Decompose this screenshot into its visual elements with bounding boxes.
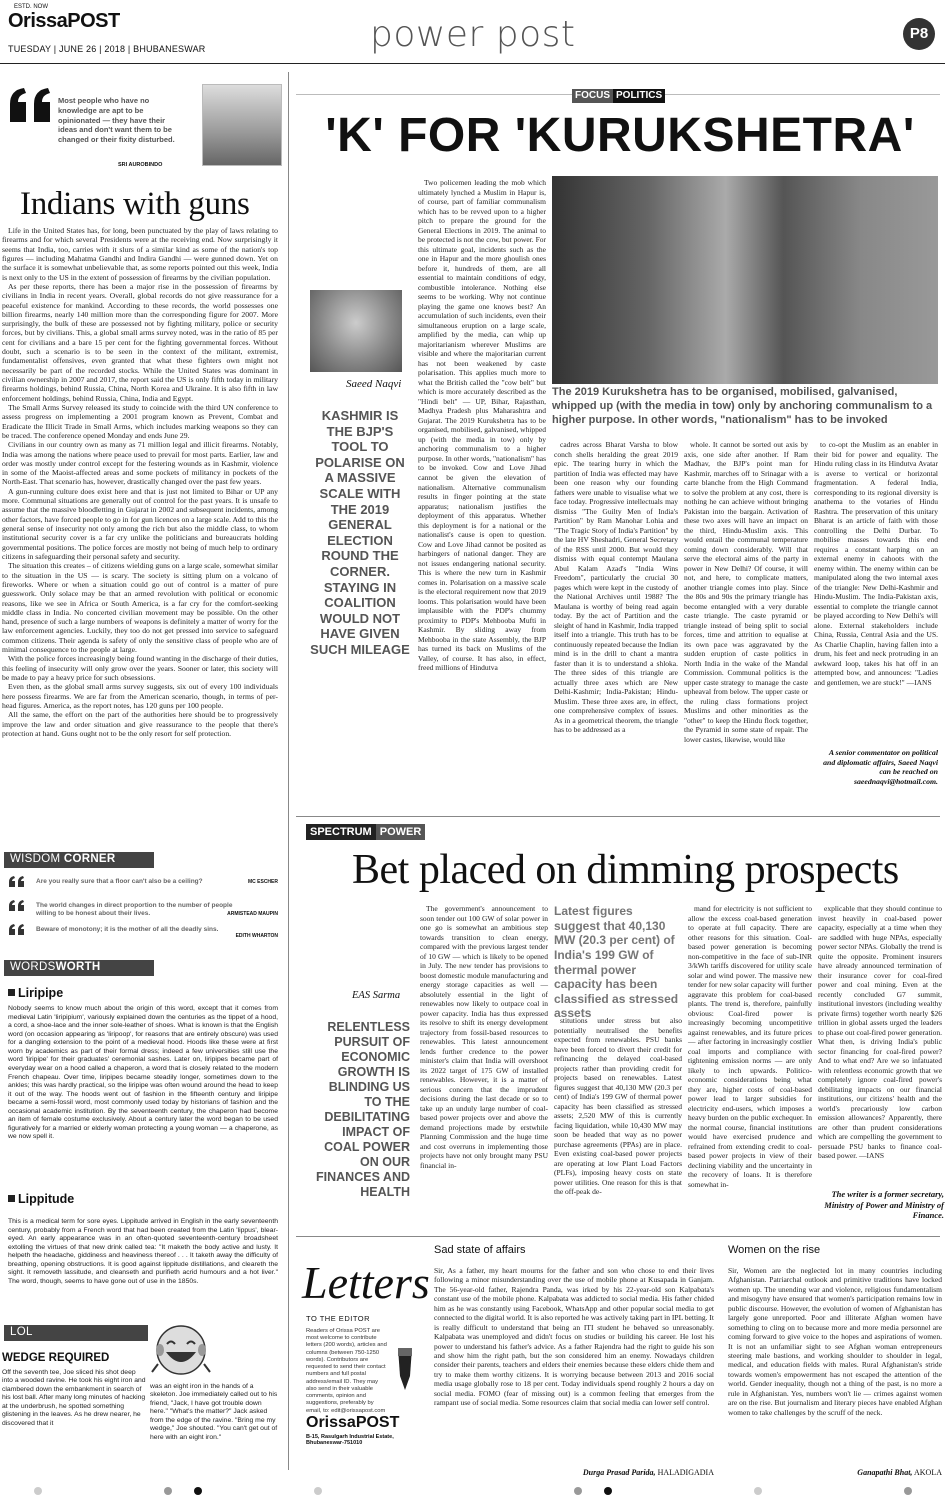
wisdom-text: The world changes in direct proportion to the number of people willing to be honest about their lives. xyxy=(36,902,233,917)
editorial-paragraph: A gun-running culture does exist here and that is just not limited to Bihar or UP any more. Communal situations are generally out of control for the past years. It is unsafe to assume that the massive bloodletting in Gujarat in 2002 and subsequent incidents, among other factors, have forced people to go in for gun licences on a large scale. Add to this the general sense of insecurity not only among the rich but also the middle class, to whom institutional security cover is a far cry unlike the politicians and bureaucrats holding governmental positions. The police forces are mostly not being of much help to ordinary citizens in safeguarding their personal safety and security. xyxy=(2,486,278,561)
quote-mark-icon xyxy=(8,876,28,888)
article-text: stitutions under stress but also potentially neutralised the benefits expected from renewables. PSU banks have been forced to divert their credit for refinancing the delayed coal-based projects rather than providing credit for projects based on renewables. Latest figures suggest that 40,130 MW (20.3 per cent) of India's 199 GW of thermal power capacity has been classified as stressed assets; 2,520 MW of this is currently facing liquidation, while 10,430 MW may soon be headed that way as no power purchase agreements (PPAs) are in place. Even existing coal-based power projects are operating at low Plant Load Factors (PLFs), imposing heavy costs on state power utilities. One reason for this is that the off-peak de- xyxy=(554,1016,682,1197)
article-column xyxy=(818,904,942,1161)
writer-note: The writer is a former secretary, Ministry of Power and Ministry of Finance. xyxy=(824,1189,944,1221)
editorial-paragraph: The situation this creates – of citizens wielding guns on a large scale, somewhat similar to the situation in the US — is scary. The society is sitting plum on a volcano of fireworks. Where or when a situation could go out of control is a matter of pure guesswork. Only solace may be that an armed revolution with political or economic reasons, like we see in Africa or South America, is a far cry for the comfort-seeking middle class in India. No concerted civilian movement may be possible. On the other hand, presence of such a large numbers of weapons is definitely a matter of worry for the law enforcement agencies. Luckily, they too do not get pressed into service to safeguard common citizens. Their agenda is safety of only the sensitive class of people who are of minimal consequence to the people at large. xyxy=(2,561,278,655)
newspaper-logo[interactable] xyxy=(8,4,120,33)
wisdom-list xyxy=(8,876,278,948)
page-number-badge: P8 xyxy=(903,18,935,50)
article-text: The government's announcement to soon tender out 100 GW of solar power in one go is somewhat an ambitious step towards transition to clean energy, compared with the previous largest tender of 10 GW — which is likely to be opened in July. The new tender has provisions to boost domestic module manufacturing and energy storage capacities as well — absolutely essential in the light of renewables now likely to outpace coal in power capacity. India has thus expressed its resolve to shift its energy development trajectory from fossil-based resources to renewables. This latest announcement lends further credence to the power minister's claim that India will overshoot its 2022 target of 175 GW of installed renewables. However, it is a matter of serious concern that the imprudent decisions during the last decade or so to take up an unduly large number of coal-based power projects over and above the demand projections made by erstwhile Planning Commission and the huge time and cost overruns in implementing those projects have not only brought many PSU financial in- xyxy=(420,904,548,1170)
section-title: power post xyxy=(370,14,576,55)
spectrum-power-tag xyxy=(306,824,425,840)
quote-mark-icon xyxy=(8,924,28,936)
quote-box xyxy=(8,84,280,172)
word-heading: Lippitude xyxy=(8,1192,74,1206)
spectrum-headline: Bet placed on dimming prospects xyxy=(352,847,899,893)
politicians-photo xyxy=(552,176,938,384)
tag-focus: FOCUS xyxy=(572,89,613,103)
wisdom-text: Beware of monotony; it is the mother of all the deadly sins. xyxy=(36,926,219,933)
article-column xyxy=(420,904,548,1170)
tag-power: POWER xyxy=(376,824,426,840)
wisdom-item xyxy=(8,876,278,900)
editorial-body xyxy=(2,226,278,738)
author-photo xyxy=(310,290,402,372)
article-column xyxy=(554,1016,682,1197)
article-column xyxy=(814,440,938,687)
tag-spectrum: SPECTRUM xyxy=(306,824,376,840)
wisdom-text: Are you really sure that a floor can't also be a ceiling? xyxy=(36,878,203,885)
letters-subtitle: TO THE EDITOR xyxy=(306,1314,371,1323)
editorial-paragraph: As per these reports, there has been a major rise in the possession of firearms by civilians in India in recent years. Overall, global records do not give reassurance for a peaceful existence for mankind. According to these records, the world possesses one billion firearms, nearly 140 million more than the corresponding figure for 2007. More surprisingly, the bulk of these are possessed not by fighting military, police or security forces, but by civilians. This, a global small arms survey noted, was in the ratio of 85 per cent for civilians and a bare 15 per cent for the fighting governmental forces. Without doubt, such a scenario is to be seen in the context of the militant, extremist, fundamentalist offensives, even granted that what these fighters own might not necessarily be part of the recorded stocks. While the United States was dominant in civilian ownership in 2007 and 2017, the report said the US is only fifth today in military firearms holdings, behind Russia, China, North Korea and Ukraine. It is also fifth in law enforcement holdings, behind Russia, China, India and Egypt. xyxy=(2,281,278,403)
letter-author: Ganapathi Bhat, xyxy=(857,1468,913,1477)
article-text: mand for electricity is not sufficient to allow the excess coal-based generation to operate at full capacity. There are other reasons for this situation. Coal-based power generation is becoming non-competitive in the face of sub-INR 3/kWh tariffs discovered for utility scale solar and wind power. The massive new tender for new solar capacity will further aggravate this problem for coal-based plants. The trend is, therefore, painfully obvious: Coal-fired power is increasingly becoming uncompetitive against renewables, and its future prices — after factoring in increasingly costlier coal imports and compliance with tightening emission norms — are only likely to inch upwards. Politico-economic considerations being what they are, higher costs of coal-based power lead to larger subsidies for electricity end-users, which imposes a heavy burden on the public exchequer. In the normal course, financial institutions would have exercised prudence and refrained from extending credit to coal-based power projects in view of their declining viability and the uncertainty in the recovery of loans. It is therefore somewhat in- xyxy=(688,904,812,1189)
wisdom-item xyxy=(8,924,278,948)
article-text: whole. It cannot be sorted out axis by axis, one side after another. If Ram Madhav, the BJP's point man for Kashmir, marches off to Srinagar with a carte blanche from the High Command to solve the problem at any cost, there is nothing he can achieve without bringing Pakistan into the bargain. Activation of these two axes will have an impact on the third, Hindu-Muslim axis. This would entail the communal temperature coming down considerably. Will that serve the electoral aims of the party in power in New Delhi? Of course, it will not, and here, to complicate matters, another triangle comes into play. Since the 80s and 90s the primary triangle has become entangled with a very durable caste triangle. The caste pyramid or triangle instead of being split to social forces, time and attrition to equalise at its own pace was aggravated by the sudden eruption of caste politics in North India in the wake of the Mandal Commission. Communal politics is the upper caste strategy to manage the caste upheaval from below. The upper caste or the ruling class formations project Muslims and other minorities as the "other" to keep the Hindu flock together, the Pyramid in some state of repair. The lower castes, likewise, would like xyxy=(684,440,808,744)
tag-politics: POLITICS xyxy=(613,89,665,103)
letter-title: Sad state of affairs xyxy=(434,1244,526,1256)
main-headline: 'K' FOR 'KURUKSHETRA' xyxy=(325,109,915,162)
letter-body: Sir, As a father, my heart mourns for the father and son who chose to end their lives following a minor misunderstanding over the use of mobile phone at Kusapada in Ganjam. The 56-year-old father, Rajendra Panda, was irked by his 22-year-old son Kalpabata's constant use of the mobile phone. Kalpabata was addicted to social media. His father chided him as he was constantly using Facebook, WhatsApp and other popular social media to get connected to the digital world. It is also reported he was actively taking part in IPL betting. It is really difficult to understand that being an ITI student he behaved so unreasonably. Kalpabata was unemployed and didn't focus on studies or building his career. He lost his power to understand his father's advice. As a father Rajendra had the right to guide his son and show him the right path, but the son considered him an enemy. Nowadays children consider their parents, teachers and elders their enemies because these elders chide them and try to make them worthy citizens. It is worrying because between 2013 and 2016 social media usage globally rose to 18 per cent. Today individuals spend roughly 2 hours a day on social media. FOMO (fear of missing out) is a common feeling that emerges from the rampant use of social media. Some resources claim that social media can lower self control. xyxy=(434,1266,714,1408)
quote-author: SRI AUROBINDO xyxy=(118,162,163,168)
photo-caption: The 2019 Kurukshetra has to be organised, mobilised, galvanised, whipped up (with the media in tow) only by anchoring communalism to a higher purpose. In other words, "nationalism" has to be invoked xyxy=(552,386,933,426)
lol-joke-text-continued: was an eight iron in the hands of a skeleton. Joe immediately called out to his friend, "Jack, I have got trouble down here." "What's the matter?" Jack asked from the edge of the ravine. "Bring me my wedge," Joe shouted. "You can't get out of here with an eight iron." xyxy=(150,1383,278,1441)
quote-mark-icon xyxy=(8,900,28,912)
word-definition: This is a medical term for sore eyes. Lippitude arrived in English in the early seventeenth century, probably from a French word that had been created from the Latin 'lippus', blear-eyed. An early appearance was in an often-quoted seventeenth-century broadsheet extolling the virtues of that new drink called tea: "It maketh the body active and lusty. It helpeth the headache, giddiness and heaviness thereof . . . It taketh away the difficulty of breathing, opening obstructions. It is good against lippitude distillations, and cleareth the sight. It removeth lassitude, and cleanseth and purifieth acrid humours and a hot liver." The word, though, seems to have gone out of use in the 1850s. xyxy=(8,1218,278,1285)
lol-joke-text: Off the seventh tee, Joe sliced his shot deep into a wooded ravine. He took his eight iron and clambered down the embankment in search of his lost ball. After many long minutes of hacking at the underbrush, he spotted something glistening in the leaves. As he drew nearer, he discovered that it xyxy=(2,1369,146,1427)
pull-quote: RELENTLESS PURSUIT OF ECONOMIC GROWTH IS BLINDING US TO THE DEBILITATING IMPACT OF COAL POWER ON OUR FINANCES AND HEALTH xyxy=(316,1020,410,1199)
letter-place: AKOLA xyxy=(914,1468,942,1477)
mid-pull-quote: Latest figures suggest that 40,130 MW (20.3 per cent) of India's 199 GW of thermal power capacity has been classified as stressed assets xyxy=(554,904,679,1021)
newspaper-logo-small: OrissaPOST xyxy=(306,1414,400,1431)
wisdom-author: MC ESCHER xyxy=(247,879,278,885)
article-column xyxy=(684,440,808,745)
letter-place: HALADIGADIA xyxy=(657,1468,714,1477)
logo-tag: ESTD. NOW xyxy=(14,4,48,10)
byline: Saeed Naqvi xyxy=(346,378,402,390)
lol-subtitle: WEDGE REQUIRED xyxy=(2,1352,110,1364)
wordsworth-title-a: WORDS xyxy=(10,961,56,973)
lol-header: LOL xyxy=(4,1325,148,1341)
wisdom-item xyxy=(8,900,278,924)
author-note: A senior commentator on political and diplomatic affairs, Saeed Naqvi can be reached on saeednaqvi@hotmail.com. xyxy=(823,748,938,787)
word-heading: Liripipe xyxy=(8,986,63,1000)
laughing-emoji-icon xyxy=(148,1320,214,1380)
logo-text: OrissaPOST xyxy=(8,10,120,32)
pull-quote: KASHMIR IS THE BJP'S TOOL TO POLARISE ON A MASSIVE SCALE WITH THE 2019 GENERAL ELECTION ROUND THE CORNER. STAYING IN COALITION WOULD NOT HAVE GIVEN SUCH MILEAGE xyxy=(310,408,410,657)
print-registration-marks xyxy=(0,1486,945,1496)
pen-icon xyxy=(392,1346,418,1392)
editorial-paragraph: Even then, as the global small arms survey suggests, six out of every 100 individuals here possess firearms. We are far from the American scenario, though, in terms of per-head figures. America, as the report notes, has 120 guns per 100 people. xyxy=(2,682,278,710)
wordsworth-header xyxy=(4,960,154,976)
wisdom-author: ARMISTEAD MAUPIN xyxy=(227,911,278,917)
quote-mark-icon xyxy=(8,86,54,124)
letter-title: Women on the rise xyxy=(728,1244,821,1256)
article-text: explicable that they should continue to invest heavily in coal-based power capacity, especially at a time when they are saddled with huge NPAs, especially power sector NPAs. Globally the trend is quite the opposite. Prominent insurers have already announced termination of their insurance cover for coal-fired power and coal mining. Even at the recently concluded G7 summit, institutional investors (including wealthy private firms) together worth nearly $26 trillion in global assets urged the leaders to phase out coal-fired power generation. What then, is driving India's public sector financing for coal-fired power? And to what end? Are we so infatuated with relentless economic growth that we completely ignore coal-fired power's debilitating impacts on our financial institutions, our citizens' health and the world's precariously low carbon emission allowances? Apparently, there are other than prudent considerations which are compelling the government to persuade PSU banks to finance coal-based power. —IANS xyxy=(818,904,942,1161)
editorial-title: Indians with guns xyxy=(20,186,250,222)
wisdom-title-a: WISDOM xyxy=(10,853,61,865)
wordsworth-title-b: WORTH xyxy=(55,961,101,973)
letter-body: Sir, Women are the neglected lot in many countries including Afghanistan. Patriarchal outlook and primitive traditions have locked women up. The unending war and violence, religious fundamentalism and misogyny have ensured that women's participation remains low in public discourse. However, the evolution of women of Afghanistan has largely gone unreported. Poor and illiterate Afghan women have something to cling on to because more and more media personnel are coming forward to give voice to the hopes and aspirations of women. It is not an unfamiliar sight to see Afghan woman entrepreneurs steering male bastions, and working shoulder to shoulder in legal, medical, and education fields with males. Rural Afghanistan's stride towards women's empowerment has not escaped the attention of the world. Gender inequality, though not a thing of the past, is no more a rule in Afghanistan. Yes, numbers won't lie — crimes against women are on the rise. But journalism and literary pieces have enabled Afghan women to take challenges by the scruff of the neck. xyxy=(728,1266,942,1417)
article-column xyxy=(418,178,546,673)
editorial-paragraph: Life in the United States has, for long, been punctuated by the play of laws relating to firearms and for which several Presidents were at the receiving end. Now surprisingly it seems that India, too, carries with it slurs of a similar kind as some of the nation's top figures — including Mahatma Gandhi and Indira Gandhi — were gunned down. Yet on the surface it is somewhat unbelievable that, as some reports pointed out this week, India is next only to the US in the extent of possession of firearms by the civilian population. xyxy=(2,226,278,282)
author-portrait-photo xyxy=(202,84,282,166)
letters-logo: Letters xyxy=(302,1257,430,1308)
wisdom-title-b: CORNER xyxy=(63,853,116,865)
word-definition: Nobody seems to know much about the origin of this word, except that it comes from medieval Latin 'liripipium', variously explained down the centuries as the tippet of a hood, a cord, a shoe-lace and the inner sole-leather of shoes. What is known is that the English word (on occasion appearing as 'liripoop', for reasons that are entirely obscure) was used for a dangling extension to the point of a medieval hood. Hoods like these were at first worn by academics as part of their formal dress; indeed a few universities still use the word 'liripipe' for their graduates' ceremonial sashes. Later on, liripipes became part of everyday wear on a hood called a chaperon, a word that is closely related to the modern French chapeau. Over time, liripipes became steadily longer, sometimes down to the ankles; this was hardly practical, so the liripipe was often wound around the head to keep it out of the way. The hoods went out of fashion in the fifteenth century and liripipe became a semi-fossil word, most commonly used today by historians of fashion and the occasional academic institution. By the seventeenth century, the chaperon had become an item of female costume exclusively. About a century later the word began to be used figuratively for a married or elderly woman protecting a young woman — a chaperone, as we now spell it. xyxy=(8,1005,278,1141)
letters-address: B-15, Rasulgarh Industrial Estate, Bhubaneswar-751010 xyxy=(306,1434,394,1446)
article-text: cadres across Bharat Varsha to blow conch shells heralding the great 2019 epic. The tearing hurry in which the partition of India was effected may have been one reason why our founding fathers were unable to visualise what we face today. Progressive intellectuals may dismiss "The Guilty Men of India's Partition" by Ram Manohar Lohia and "The Tragic Story of India's Partition" by the late HV Sheshadri, General Secretary of the RSS until 2000. But would they dismiss with equal contempt Maulana Abul Kalam Azad's "India Wins Freedom", particularly the crucial 30 pages which were kept in the custody of the National Archives until 1988? The Maulana is worthy of being read again today. By the act of Partition and the sleight of hand in Kashmir, India trapped itself into a triangle. This truth has to be continuously repeated because the Indian mind is in the drill to chant a mantra faster than it is to understand a shloka. The three sides of this triangle are actually three axes which are New Delhi-Kashmir; India-Pakistan; Hindu-Muslim. These three axes are, in effect, one comprehensive complex of issues. As in a geometrical theorem, the triangle has to be addressed as a xyxy=(554,440,678,735)
focus-politics-tag xyxy=(572,89,665,103)
editorial-paragraph: Civilians in our country own as many as 71 million legal and illicit firearms. Notably, India was among the nations where peace used to prevail for most parts. Earlier, law and order was mostly under control except for the festering wounds as in Kashmir, violence in some of the Maoist-affected areas and some pockets of militancy in pockets of the North-East. That scenario has, however, drastically changed over the past few years. xyxy=(2,440,278,487)
article-column xyxy=(554,440,678,735)
letter-author: Durga Prasad Parida, xyxy=(582,1468,656,1477)
section-rule xyxy=(296,816,940,817)
letters-rule xyxy=(296,1236,940,1237)
column-rule xyxy=(288,72,289,1470)
article-text: to co-opt the Muslim as an enabler in their bid for power and equality. The Hindu ruling class in its Hindutva Avatar is averse to vertical or horizontal fragmentation. A federal India, corresponding to its regional diversity is anathema to the votaries of Hindu Rashtra. The preservation of this unitary Bharat is an article of faith with those controlling the Delhi Durbar. To mobilise masses towards this end requires a constant harping on an external enemy in cahoots with the enemy within. The enemy within can be manipulated along the two internal axes of the triangle: New Delhi-Kashmir and Hindu-Muslim. The India-Pakistan axis, essential to complete the triangle cannot be played according to New Delhi's will alone. External stakeholders include China, Russia, Central Asia and the US. As Charlie Chaplin, having fallen into a drum, his feet and neck protruding in an awkward loop, takes his hat off in an attempted bow, and announces: "Ladies and gentlemen, we are stuck!" —IANS xyxy=(814,440,938,687)
byline: EAS Sarma xyxy=(352,990,401,1001)
editorial-paragraph: The Small Arms Survey released its study to coincide with the third UN conference to assess progress on implementing a 2001 program known as Prevent, Combat and Eradicate the Illicit Trade in Small Arms, which includes marking weapons so they can be traced. The conference opened Monday and ends June 29. xyxy=(2,402,278,440)
wisdom-author: EDITH WHARTON xyxy=(235,933,278,939)
letter-signature xyxy=(728,1468,942,1477)
editorial-paragraph: With the police forces increasingly being found wanting in the discharge of their duties, this feeling of insecurity will only grow over the years. Sooner or later, this society will be made to pay a heavy price for such obsessions. xyxy=(2,654,278,682)
letters-contribution-info: Readers of Orissa POST are most welcome to contribute letters (200 words), articles and columns (between 750-1250 words). Contributors are requested to send their contact numbers and full postal address/email ID. They may also send in their valuable comments, opinion and suggestions, preferably by email, to: edit@orissapost.com xyxy=(306,1328,387,1414)
article-column xyxy=(688,904,812,1189)
dateline: TUESDAY | JUNE 26 | 2018 | BHUBANESWAR xyxy=(8,44,206,54)
letter-signature xyxy=(434,1468,714,1477)
masthead xyxy=(0,0,945,64)
article-text: Two policemen leading the mob which ultimately lynched a Muslim in Hapur is, of course, part of familiar communalism which has to be revved upon to a higher pitch to prepare the ground for the General Elections in 2019. The animal to be protected is not the cow, but power. For this ultimate goal, incidents such as the one in Hapur and the more ghoulish ones before it, hundreds of them, are all essential to maintain conditions of edgy, combustible intolerance. Nothing else seems to be working. Why not continue playing the game one knows best? An accumulation of such incidents, even their simultaneous eruption on a large scale, amplified by the media, can whip up majoritarianism wherever Muslims are visible and where the majoritarian current has not been weakened by caste polarisation. This applies much more to what the British called the "cow belt" but which is more accurately described as the "Hindi belt" — UP, Bihar, Rajasthan, Madhya Pradesh plus Maharashtra and Gujarat. The 2019 Kurukshetra has to be organised, mobilised, galvanised, whipped up (with the media in tow) only by anchoring communalism to a higher purpose. In other words, "nationalism" has to be invoked. Cow and Love Jihad cannot be given the elevation of nationalism. Alternative communalism results in finger pointing at the state apparatus; nationalism justifies the deployment of this apparatus. Whether this deployment is for a national or the nationalist's cause is open to question. Cow and Love Jihad cannot be posited as harbingers of national danger. They are not issues endangering national security. This is where the new turn in Kashmir comes in. Polarisation on a massive scale is the electoral requirement now that 2019 looms. This polarisation would have been implausible with the PDP's chummy proximity to PDP's Mehbooba Mufti in Kashmir. By sliding away from Mehbooba in the state Assembly, the BJP has turned its back on Muslims of the Valley, of course. It has also, in effect, freed millions of Hindutva xyxy=(418,178,546,673)
editorial-paragraph: All the same, the effort on the part of the authorities here should be to progressively improve the law and order situation and give reassurance to the people that there's protection at hand. Guns ought not to be the only resort for self protection. xyxy=(2,710,278,738)
quote-text: Most people who have no knowledge are apt to be opinionated — they have their ideas and don't want them to be changed or their fixity disturbed. xyxy=(58,96,175,144)
wisdom-corner-header xyxy=(4,852,154,868)
